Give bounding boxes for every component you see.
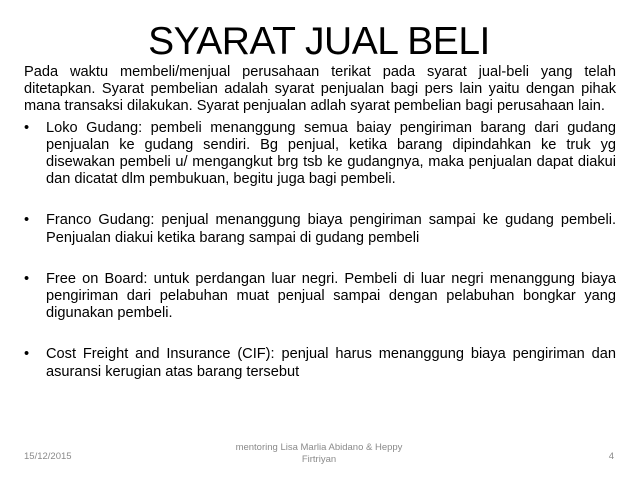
- bullet-item-franco-gudang: [24, 212, 616, 246]
- bullet-dot-icon: •: [24, 119, 30, 136]
- page-number: 4: [608, 451, 614, 462]
- footer-author-line2: Firtriyan: [301, 454, 337, 465]
- bullet-text: Loko Gudang: pembeli menanggung semua baiay pengiriman barang dari gudang penjualan ke gudang sendiri. Bg penjual, ketika barang dipindahkan ke truk yg disewakan pembeli u/ mengangkut brg tsb ke gudangnya, maka penjualan dapat diakui dan dicatat dlm pembukuan, begitu juga bagi pembeli.: [46, 119, 616, 188]
- slide-title: SYARAT JUAL BELI: [148, 20, 490, 63]
- bullet-item-cif: [24, 346, 616, 380]
- bullet-item-free-on-board: [24, 271, 616, 323]
- bullet-text: Franco Gudang: penjual menanggung biaya pengiriman sampai ke gudang pembeli. Penjualan diakui ketika barang sampai di gudang pembeli: [46, 212, 616, 246]
- bullet-item-loko-gudang: [24, 120, 616, 189]
- bullet-dot-icon: •: [24, 212, 30, 229]
- intro-paragraph: Pada waktu membeli/menjual perusahaan terikat pada syarat jual-beli yang telah ditetapkan. Syarat pembelian adalah syarat penjualan bagi pers lain yaitu dengan pihak mana transaksi dilakukan. Syarat penjualan adlah syarat pembelian bagi perusahaan lain.: [24, 64, 616, 115]
- footer-date: 15/12/2015: [24, 451, 72, 462]
- bullet-list: [24, 120, 616, 381]
- bullet-text: Free on Board: untuk perdangan luar negri. Pembeli di luar negri menanggung biaya pengiriman dari pelabuhan muat penjual sampai dengan pelabuhan bongkar yang digunakan pembeli.: [46, 270, 616, 322]
- footer-author: [214, 442, 424, 466]
- bullet-dot-icon: •: [24, 346, 30, 363]
- slide-content: [24, 64, 616, 381]
- bullet-dot-icon: •: [24, 270, 30, 287]
- footer-author-line1: mentoring Lisa Marlia Abidano & Heppy: [235, 442, 403, 453]
- bullet-text: Cost Freight and Insurance (CIF): penjual harus menanggung biaya pengiriman dan asuransi kerugian atas barang tersebut: [46, 346, 616, 380]
